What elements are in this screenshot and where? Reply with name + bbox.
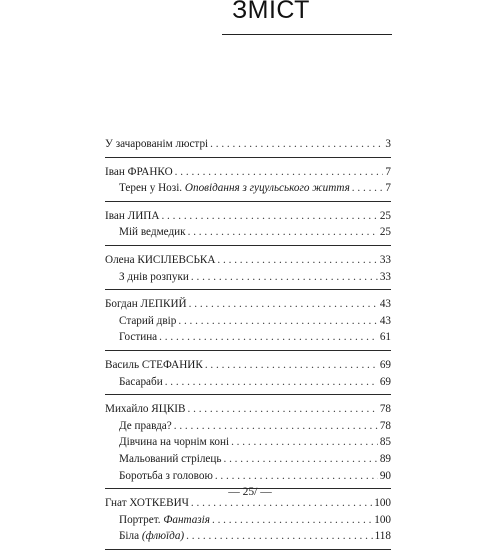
title-divider bbox=[222, 34, 392, 35]
dot-leader bbox=[217, 252, 377, 269]
dot-leader bbox=[188, 224, 378, 241]
toc-entry-page: 78 bbox=[379, 419, 391, 432]
dot-leader bbox=[159, 329, 378, 346]
dot-leader bbox=[223, 451, 377, 468]
toc-group bbox=[105, 136, 391, 158]
toc-entry-label: Іван ФРАНКО bbox=[105, 165, 173, 178]
dot-leader bbox=[205, 357, 378, 374]
toc-entry-label: Гостина bbox=[119, 331, 158, 344]
toc-entry-page: 33 bbox=[379, 253, 391, 266]
toc-entry-label: Гнат ХОТКЕВИЧ bbox=[105, 497, 189, 510]
toc-group bbox=[105, 164, 391, 202]
toc-entry-label: З днів розпуки bbox=[119, 270, 189, 283]
toc-entry-label: Мальований стрілець bbox=[119, 452, 222, 465]
toc-entry-page: 69 bbox=[379, 358, 391, 371]
toc-group bbox=[105, 401, 391, 489]
toc-entry-label: Михайло ЯЦКІВ bbox=[105, 403, 186, 416]
toc-entry-author[interactable] bbox=[105, 136, 391, 153]
toc-entry-label: Де правда? bbox=[119, 419, 172, 432]
toc-entry-work[interactable] bbox=[105, 374, 391, 391]
toc-entry-page: 100 bbox=[374, 513, 391, 526]
toc-entry-page: 43 bbox=[379, 314, 391, 327]
toc-entry-work[interactable] bbox=[105, 313, 391, 330]
dot-leader bbox=[231, 434, 378, 451]
toc-entry-label: Богдан ЛЕПКИЙ bbox=[105, 298, 187, 311]
toc-entry-page: 3 bbox=[385, 138, 391, 150]
toc-entry-label: Василь СТЕФАНИК bbox=[105, 358, 203, 371]
dot-leader bbox=[186, 528, 372, 545]
toc-entry-label: Дівчина на чорнім коні bbox=[119, 436, 230, 449]
toc-entry-work[interactable] bbox=[105, 528, 391, 545]
toc-entry-author[interactable] bbox=[105, 208, 391, 225]
toc-entry-work[interactable] bbox=[105, 224, 391, 241]
toc-entry-author[interactable] bbox=[105, 357, 391, 374]
toc-entry-label: Портрет. Фантазія bbox=[119, 513, 210, 526]
dot-leader bbox=[212, 512, 372, 529]
toc-entry-work[interactable] bbox=[105, 180, 391, 197]
toc-entry-work[interactable] bbox=[105, 329, 391, 346]
toc-entry-author[interactable] bbox=[105, 401, 391, 418]
toc-entry-page: 33 bbox=[379, 270, 391, 283]
dot-leader bbox=[174, 418, 378, 435]
toc-group bbox=[105, 252, 391, 290]
page-title: ЗМІСТ bbox=[232, 0, 310, 24]
toc-entry-label: Іван ЛИПА bbox=[105, 209, 160, 222]
toc-group bbox=[105, 495, 391, 550]
toc-entry-work[interactable] bbox=[105, 512, 391, 529]
dot-leader bbox=[189, 296, 378, 313]
toc-entry-page: 25 bbox=[379, 209, 391, 222]
toc-entry-page: 61 bbox=[379, 331, 391, 344]
dot-leader bbox=[210, 136, 383, 153]
toc-entry-page: 7 bbox=[385, 182, 391, 195]
toc-entry-page: 90 bbox=[379, 469, 391, 482]
dot-leader bbox=[175, 164, 384, 181]
toc-entry-author[interactable] bbox=[105, 252, 391, 269]
toc-entry-label: Старий двір bbox=[119, 314, 177, 327]
toc-entry-work[interactable] bbox=[105, 468, 391, 485]
toc-entry-page: 78 bbox=[379, 403, 391, 416]
toc-entry-label: Біла (флюїда) bbox=[119, 530, 185, 543]
toc-entry-page: 43 bbox=[379, 298, 391, 311]
toc-entry-work[interactable] bbox=[105, 269, 391, 286]
dot-leader bbox=[352, 180, 384, 197]
toc-entry-work[interactable] bbox=[105, 418, 391, 435]
toc-entry-page: 100 bbox=[374, 497, 391, 510]
dot-leader bbox=[215, 468, 378, 485]
toc-group bbox=[105, 357, 391, 395]
toc-entry-label: Терен у Нозі. Оповідання з гуцульського життя bbox=[119, 182, 350, 195]
toc-entry-page: 69 bbox=[379, 375, 391, 388]
toc-entry-page: 85 bbox=[379, 436, 391, 449]
toc-entry-page: 89 bbox=[379, 452, 391, 465]
toc-entry-author[interactable] bbox=[105, 164, 391, 181]
toc-entry-author[interactable] bbox=[105, 296, 391, 313]
toc-entry-page: 7 bbox=[385, 165, 391, 178]
toc-entry-label: Боротьба з головою bbox=[119, 469, 213, 482]
dot-leader bbox=[188, 401, 378, 418]
toc-entry-page: 118 bbox=[374, 530, 391, 543]
toc-entry-work[interactable] bbox=[105, 434, 391, 451]
toc-entry-label: Олена КИСІЛЕВСЬКА bbox=[105, 253, 216, 266]
dot-leader bbox=[165, 374, 378, 391]
dot-leader bbox=[161, 208, 377, 225]
toc-entry-label: У зачарованім люстрі bbox=[105, 138, 209, 150]
dot-leader bbox=[178, 313, 377, 330]
toc-group bbox=[105, 208, 391, 246]
page-number: — 25/ — bbox=[228, 486, 272, 498]
dot-leader bbox=[191, 269, 378, 286]
toc-entry-work[interactable] bbox=[105, 451, 391, 468]
toc-entry-label: Мій ведмедик bbox=[119, 226, 186, 239]
toc-entry-label: Басараби bbox=[119, 375, 163, 388]
toc-group bbox=[105, 296, 391, 351]
toc-entry-page: 25 bbox=[379, 226, 391, 239]
